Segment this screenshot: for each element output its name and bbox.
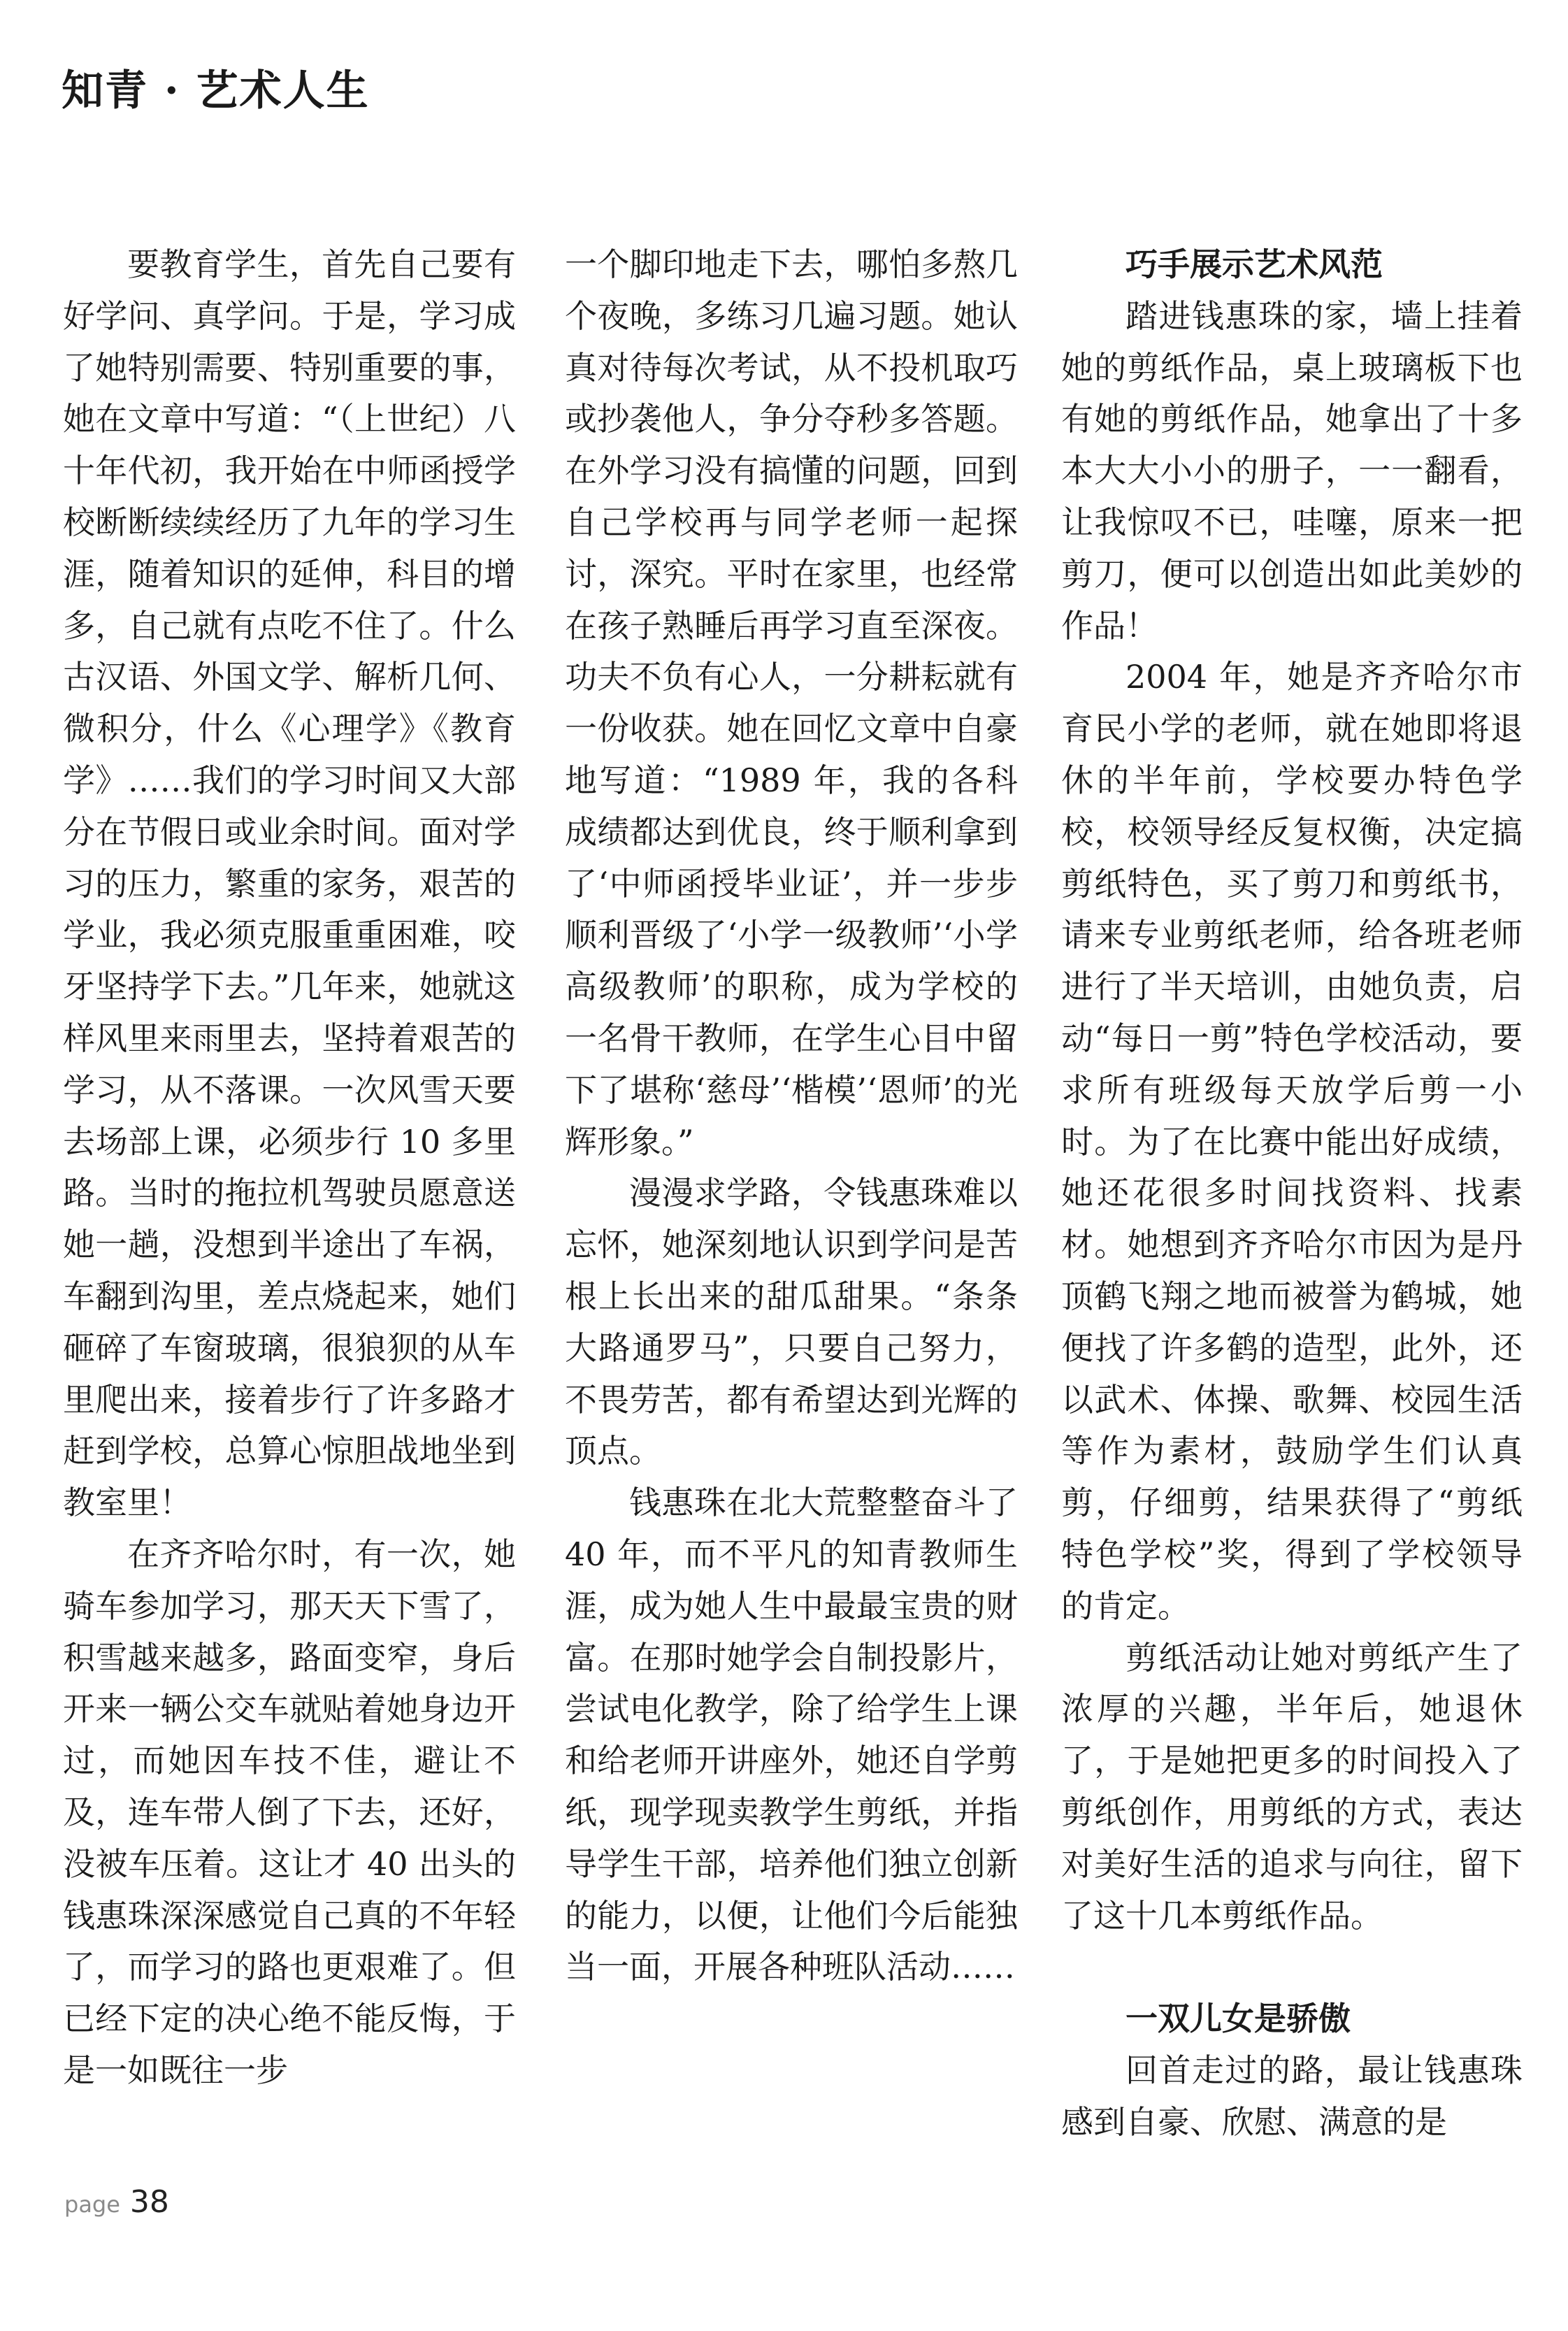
paragraph: 踏进钱惠珠的家，墙上挂着她的剪纸作品，桌上玻璃板下也有她的剪纸作品，她拿出了十多本大大小小的册子，一一翻看，让我惊叹不已，哇噻，原来一把剪刀，便可以创造出如此美妙的作品！ bbox=[1061, 296, 1523, 645]
subheading: 巧手展示艺术风范 bbox=[1125, 245, 1383, 283]
paragraph: 一个脚印地走下去，哪怕多熬几个夜晚，多练习几遍习题。她认真对待每次考试，从不投机取巧或抄袭他人，争分夺秒多答题。在外学习没有搞懂的问题，回到自己学校再与同学老师一起探讨，深究。平时在家里，也经常在孩子熟睡后再学习直至深夜。功夫不负有心人，一分耕耘就有一份收获。她在回忆文章中自豪地写道：“1989 年，我的各科成绩都达到优良，终于顺利拿到了‘中师函授毕业证’，并一步步顺利晋级了‘小学一级教师’‘小学高级教师’的职称，成为学校的一名骨干教师，在学生心目中留下了堪称‘慈母’‘楷模’‘恩师’的光辉形象。” bbox=[565, 245, 1018, 1161]
paragraph: 钱惠珠在北大荒整整奋斗了 40 年，而不平凡的知青教师生涯，成为她人生中最最宝贵的财富。在那时她学会自制投影片，尝试电化教学，除了给学生上课和给老师开讲座外，她还自学剪纸，现学现卖教学生剪纸，并指导学生干部，培养他们独立创新的能力，以便，让他们今后能独当一面，开展各种班队活动…… bbox=[565, 1484, 1018, 1986]
paragraph: 回首走过的路，最让钱惠珠感到自豪、欣慰、满意的是 bbox=[1061, 2051, 1523, 2141]
paragraph: 要教育学生，首先自己要有好学问、真学问。于是，学习成了她特别需要、特别重要的事，她在文章中写道：“（上世纪）八十年代初，我开始在中师函授学校断断续续经历了九年的学习生涯，随着知识的延伸，科目的增多，自己就有点吃不住了。什么古汉语、外国文学、解析几何、微积分，什么《心理学》《教育学》……我们的学习时间又大部分在节假日或业余时间。面对学习的压力，繁重的家务，艰苦的学业，我必须克服重重困难，咬牙坚持学下去。”几年来，她就这样风里来雨里去，坚持着艰苦的学习，从不落课。一次风雪天要去场部上课，必须步行 10 多里路。当时的拖拉机驾驶员愿意送她一趟，没想到半途出了车祸，车翻到沟里，差点烧起来，她们砸碎了车窗玻璃，很狼狈的从车里爬出来，接着步行了许多路才赶到学校，总算心惊胆战地坐到教室里！ bbox=[63, 245, 516, 1522]
paragraph: 2004 年，她是齐齐哈尔市育民小学的老师，就在她即将退休的半年前，学校要办特色学校，校领导经反复权衡，决定搞剪纸特色，买了剪刀和剪纸书，请来专业剪纸老师，给各班老师进行了半天培训，由她负责，启动“每日一剪”特色学校活动，要求所有班级每天放学后剪一小时。为了在比赛中能出好成绩，她还花很多时间找资料、找素材。她想到齐齐哈尔市因为是丹顶鹤飞翔之地而被誉为鹤城，她便找了许多鹤的造型，此外，还以武术、体操、歌舞、校园生活等作为素材，鼓励学生们认真剪，仔细剪，结果获得了“剪纸特色学校”奖，得到了学校领导的肯定。 bbox=[1061, 658, 1523, 1625]
subheading: 一双儿女是骄傲 bbox=[1125, 2000, 1351, 2038]
article-column-1 bbox=[63, 239, 516, 2141]
page-label: page bbox=[64, 2191, 120, 2218]
article-column-3 bbox=[1061, 239, 1523, 2141]
page-number: 38 bbox=[129, 2184, 169, 2220]
page-footer bbox=[64, 2184, 169, 2220]
paragraph: 剪纸活动让她对剪纸产生了浓厚的兴趣，半年后，她退休了，于是她把更多的时间投入了剪纸创作，用剪纸的方式，表达对美好生活的追求与向往，留下了这十几本剪纸作品。 bbox=[1061, 1638, 1523, 1935]
paragraph: 在齐齐哈尔时，有一次，她骑车参加学习，那天天下雪了，积雪越来越多，路面变窄，身后开来一辆公交车就贴着她身边开过，而她因车技不佳，避让不及，连车带人倒了下去，还好，没被车压着。这让才 40 出头的钱惠珠深深感觉自己真的不年轻了，而学习的路也更艰难了。但已经下定的决心绝不能反悔，于是一如既往一步 bbox=[63, 1535, 516, 2089]
paragraph: 漫漫求学路，令钱惠珠难以忘怀，她深刻地认识到学问是苦根上长出来的甜瓜甜果。“条条大路通罗马”，只要自己努力，不畏劳苦，都有希望达到光辉的顶点。 bbox=[565, 1174, 1018, 1470]
article-column-2 bbox=[565, 239, 1018, 2141]
section-header: 知青 · 艺术人生 bbox=[62, 66, 370, 115]
